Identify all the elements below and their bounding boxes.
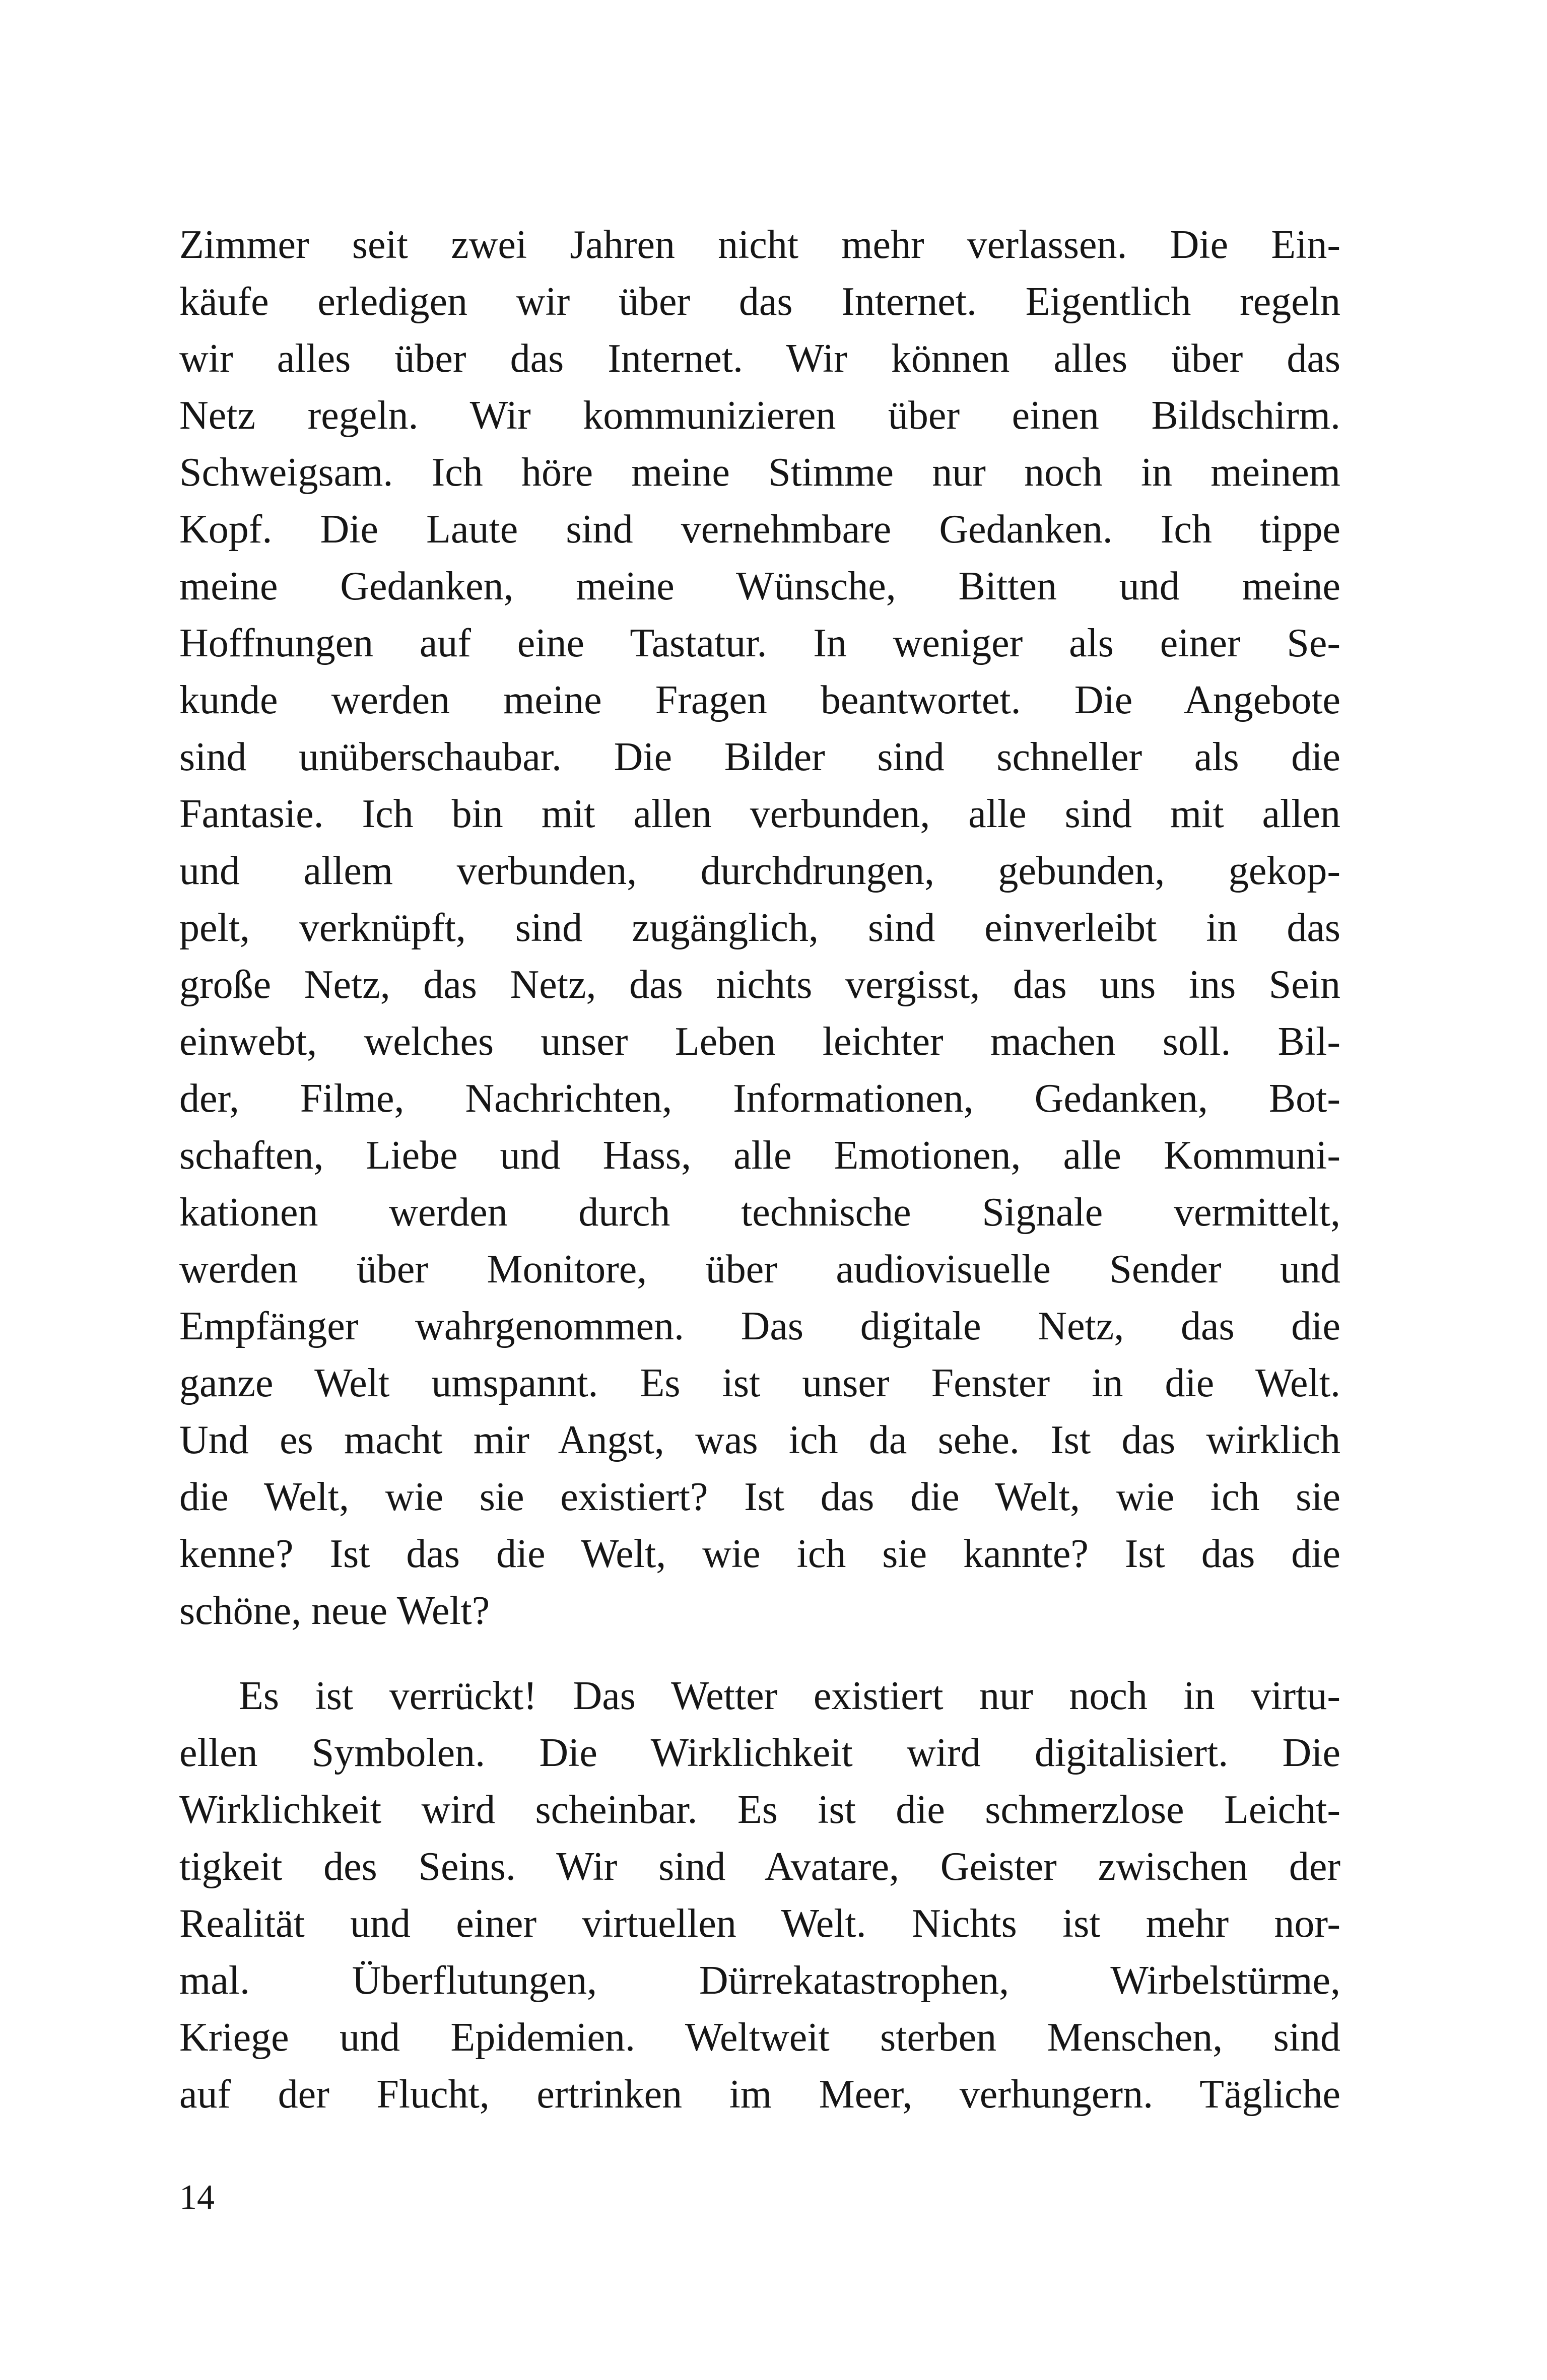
text-line: tigkeit des Seins. Wir sind Avatare, Geister zwischen der: [179, 1845, 1340, 1889]
text-line: große Netz, das Netz, das nichts vergisst, das uns ins Sein: [179, 963, 1340, 1007]
text-line: kunde werden meine Fragen beantwortet. Die Angebote: [179, 678, 1340, 722]
text-line: ellen Symbolen. Die Wirklichkeit wird digitalisiert. Die: [179, 1731, 1340, 1775]
text-line: Empfänger wahrgenommen. Das digitale Netz, das die: [179, 1304, 1340, 1348]
paragraph-1: [179, 217, 1340, 1640]
text-line: Schweigsam. Ich höre meine Stimme nur noch in meinem: [179, 450, 1340, 495]
text-line: sind unüberschaubar. Die Bilder sind schneller als die: [179, 735, 1340, 779]
text-line: kenne? Ist das die Welt, wie ich sie kannte? Ist das die: [179, 1532, 1340, 1576]
text-line: werden über Monitore, über audiovisuelle Sender und: [179, 1247, 1340, 1291]
text-line: schöne, neue Welt?: [179, 1589, 490, 1633]
text-line: kationen werden durch technische Signale vermittelt,: [179, 1190, 1340, 1235]
text-line: die Welt, wie sie existiert? Ist das die Welt, wie ich sie: [179, 1475, 1340, 1519]
text-line: käufe erledigen wir über das Internet. Eigentlich regeln: [179, 280, 1340, 324]
text-line: der, Filme, Nachrichten, Informationen, Gedanken, Bot-: [179, 1076, 1340, 1121]
body-text: [179, 217, 1340, 2123]
paragraph-2: [179, 1668, 1340, 2123]
text-line: wir alles über das Internet. Wir können alles über das: [179, 336, 1340, 381]
text-line: Es ist verrückt! Das Wetter existiert nur noch in virtu-: [239, 1674, 1340, 1718]
text-line: mal. Überflutungen, Dürrekatastrophen, Wirbelstürme,: [179, 1958, 1340, 2003]
text-line: Kopf. Die Laute sind vernehmbare Gedanken. Ich tippe: [179, 507, 1340, 552]
text-line: auf der Flucht, ertrinken im Meer, verhungern. Tägliche: [179, 2072, 1340, 2117]
text-line: schaften, Liebe und Hass, alle Emotionen, alle Kommuni-: [179, 1133, 1340, 1178]
text-line: Hoffnungen auf eine Tastatur. In weniger als einer Se-: [179, 621, 1340, 665]
text-line: Kriege und Epidemien. Weltweit sterben Menschen, sind: [179, 2015, 1340, 2060]
paragraph-spacer: [179, 1640, 1340, 1668]
text-line: Und es macht mir Angst, was ich da sehe. Ist das wirklich: [179, 1418, 1340, 1462]
text-line: Realität und einer virtuellen Welt. Nichts ist mehr nor-: [179, 1901, 1340, 1946]
text-line: Netz regeln. Wir kommunizieren über einen Bildschirm.: [179, 393, 1340, 438]
text-line: Fantasie. Ich bin mit allen verbunden, alle sind mit allen: [179, 792, 1340, 836]
text-line: ganze Welt umspannt. Es ist unser Fenster in die Welt.: [179, 1361, 1340, 1405]
text-line: einwebt, welches unser Leben leichter machen soll. Bil-: [179, 1019, 1340, 1064]
text-line: pelt, verknüpft, sind zugänglich, sind einverleibt in das: [179, 906, 1340, 950]
text-line: und allem verbunden, durchdrungen, gebunden, gekop-: [179, 849, 1340, 893]
text-line: Zimmer seit zwei Jahren nicht mehr verlassen. Die Ein-: [179, 223, 1340, 267]
text-line: Wirklichkeit wird scheinbar. Es ist die schmerzlose Leicht-: [179, 1788, 1340, 1832]
text-line: meine Gedanken, meine Wünsche, Bitten und meine: [179, 564, 1340, 608]
page-number: 14: [179, 2178, 215, 2217]
